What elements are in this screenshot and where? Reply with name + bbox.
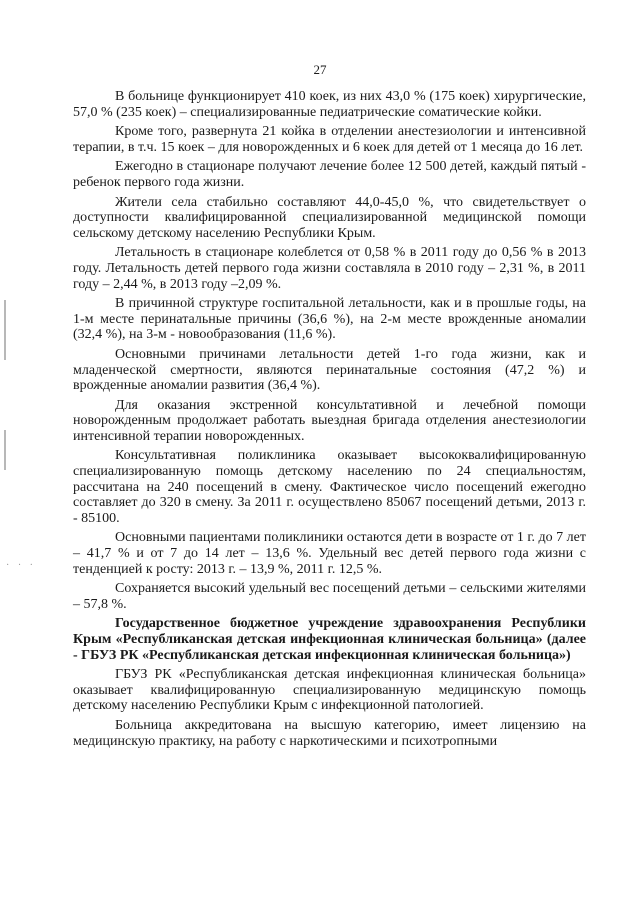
- document-body: [73, 89, 586, 753]
- paragraph: Больница аккредитована на высшую категорию, имеет лицензию на медицинскую практику, на работу с наркотическими и психотропными: [73, 717, 586, 749]
- paragraph: Сохраняется высокий удельный вес посещений детьми – сельскими жителями – 57,8 %.: [73, 581, 586, 612]
- section-heading: Государственное бюджетное учреждение здравоохранения Республики Крым «Республиканская детская инфекционная клиническая больница» (далее - ГБУЗ РК «Республиканская детская инфекционная клиническая больница»): [73, 616, 586, 663]
- paragraph: Основными причинами летальности детей 1-го года жизни, как и младенческой смертности, являются перинатальные состояния (47,2 %) и врожденные аномалии развития (36,4 %).: [73, 346, 586, 394]
- paragraph: Летальность в стационаре колеблется от 0,58 % в 2011 году до 0,56 % в 2013 году. Летальность детей первого года жизни составляла в 2010 году – 2,31 %, в 2011 году – 2,44 %, в 2013 году –2,09 %.: [73, 245, 586, 292]
- paragraph: Консультативная поликлиника оказывает высококвалифицированную специализированную помощь детскому населению по 24 специальностям, рассчитана на 240 посещений в смену. Фактическое число посещений ежегодно составляет до 320 в смену. За 2011 г. осуществлено 85067 посещений детьми, 2013 г. - 85100.: [73, 448, 586, 526]
- scan-margin-mark: [4, 430, 6, 470]
- paragraph: В причинной структуре госпитальной летальности, как и в прошлые годы, на 1-м месте перинатальные причины (36,6 %), на 2-м месте врожденные аномалии (32,4 %), на 3-м - новообразования (11,6 %).: [73, 296, 586, 343]
- paragraph: Кроме того, развернута 21 койка в отделении анестезиологии и интенсивной терапии, в т.ч. 15 коек – для новорожденных и 6 коек для детей от 1 месяца до 16 лет.: [73, 124, 586, 155]
- paragraph: Основными пациентами поликлиники остаются дети в возрасте от 1 г. до 7 лет – 41,7 % и от 7 до 14 лет – 13,6 %. Удельный вес детей первого года жизни с тенденцией к росту: 2013 г. – 13,9 %, 2011 г. 12,5 %.: [73, 530, 586, 577]
- paragraph: ГБУЗ РК «Республиканская детская инфекционная клиническая больница» оказывает квалифицированную специализированную медицинскую помощь детскому населению Республики Крым с инфекционной патологией.: [73, 667, 586, 714]
- paragraph: В больнице функционирует 410 коек, из них 43,0 % (175 коек) хирургические, 57,0 % (235 коек) – специализированные педиатрические соматические койки.: [73, 89, 586, 120]
- paragraph: Для оказания экстренной консультативной и лечебной помощи новорожденным продолжает работать выездная бригада отделения анестезиологии интенсивной терапии новорожденных.: [73, 397, 586, 444]
- paragraph: Ежегодно в стационаре получают лечение более 12 500 детей, каждый пятый - ребенок первого года жизни.: [73, 159, 586, 190]
- margin-dots: · · ·: [6, 560, 36, 571]
- paragraph: Жители села стабильно составляют 44,0-45,0 %, что свидетельствует о доступности квалифицированной специализированной медицинской помощи сельскому детскому населению Республики Крым.: [73, 194, 586, 241]
- page-number: 27: [313, 62, 327, 77]
- scan-margin-mark: [4, 300, 6, 360]
